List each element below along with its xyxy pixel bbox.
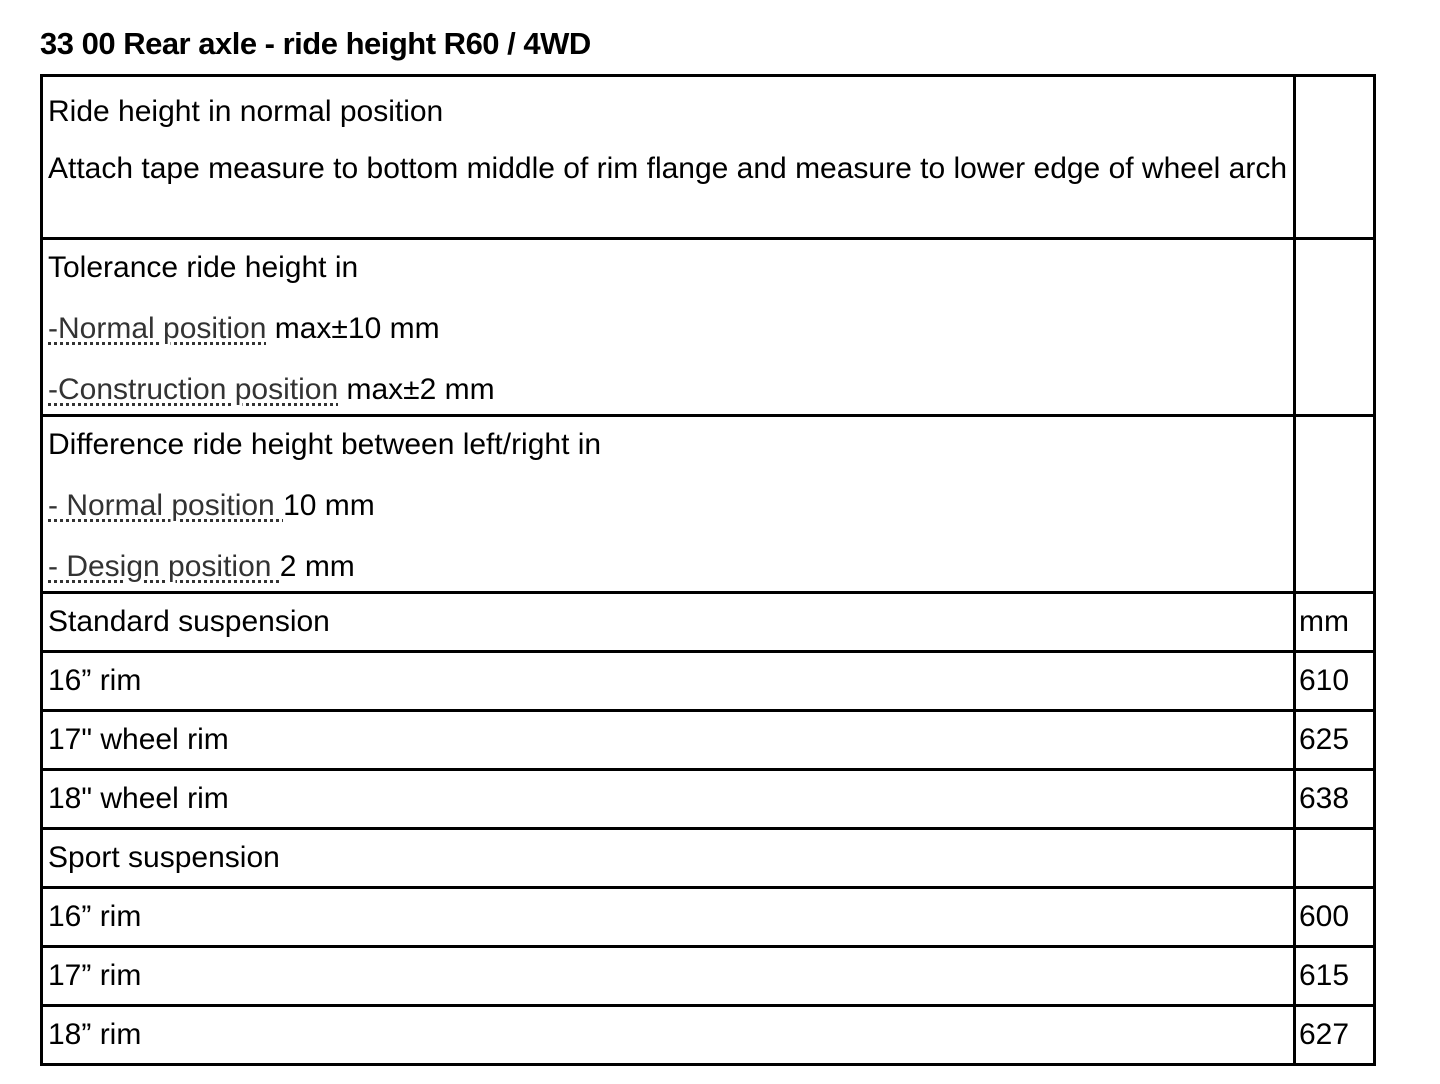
table-row-standard-18 [42,770,1375,829]
standard-suspension-unit: mm [1295,593,1375,652]
tolerance-line-normal [48,306,1289,351]
table-row-normal-position [42,76,1375,239]
normal-position-instruction: Attach tape measure to bottom middle of rim flange and measure to lower edge of wheel arch [48,152,1288,185]
table-row-standard-suspension [42,593,1375,652]
sport-suspension-value [1295,829,1375,888]
normal-position-heading: Ride height in normal position [48,95,444,128]
sport-suspension-label: Sport suspension [42,829,1295,888]
tolerance-normal-value: max±10 mm [266,312,440,345]
design-position-link[interactable]: - Design position [48,550,280,583]
difference-heading: Difference ride height between left/right in [48,428,602,461]
sport-18-label: 18” rim [42,1006,1295,1065]
difference-value [1295,416,1375,593]
difference-line-design [48,544,1289,589]
tolerance-cell [42,239,1295,416]
standard-16-label: 16” rim [42,652,1295,711]
difference-normal-value: 10 mm [283,489,375,522]
table-row-tolerance [42,239,1375,416]
table-row-sport-17 [42,947,1375,1006]
standard-17-value: 625 [1295,711,1375,770]
standard-16-value: 610 [1295,652,1375,711]
tolerance-line-construction [48,367,1289,412]
tolerance-value [1295,239,1375,416]
difference-cell [42,416,1295,593]
difference-line-normal [48,483,1289,528]
table-row-standard-16 [42,652,1375,711]
page-title: 33 00 Rear axle - ride height R60 / 4WD [40,26,591,61]
sport-18-value: 627 [1295,1006,1375,1065]
sport-16-label: 16” rim [42,888,1295,947]
construction-position-link[interactable]: -Construction position [48,373,339,406]
table-row-standard-17 [42,711,1375,770]
standard-suspension-label: Standard suspension [42,593,1295,652]
standard-17-label: 17" wheel rim [42,711,1295,770]
normal-position-value [1295,76,1375,239]
sport-17-label: 17” rim [42,947,1295,1006]
table-row-difference [42,416,1375,593]
difference-normal-position-link[interactable]: - Normal position [48,489,284,522]
table-row-sport-16 [42,888,1375,947]
tolerance-heading: Tolerance ride height in [48,251,359,284]
table-row-sport-suspension [42,829,1375,888]
tolerance-construction-value: max±2 mm [338,373,495,406]
standard-18-label: 18" wheel rim [42,770,1295,829]
normal-position-cell [42,76,1295,239]
ride-height-table [40,74,1376,1066]
table-row-sport-18 [42,1006,1375,1065]
sport-17-value: 615 [1295,947,1375,1006]
difference-design-value: 2 mm [279,550,355,583]
normal-position-link[interactable]: -Normal position [48,312,267,345]
sport-16-value: 600 [1295,888,1375,947]
standard-18-value: 638 [1295,770,1375,829]
